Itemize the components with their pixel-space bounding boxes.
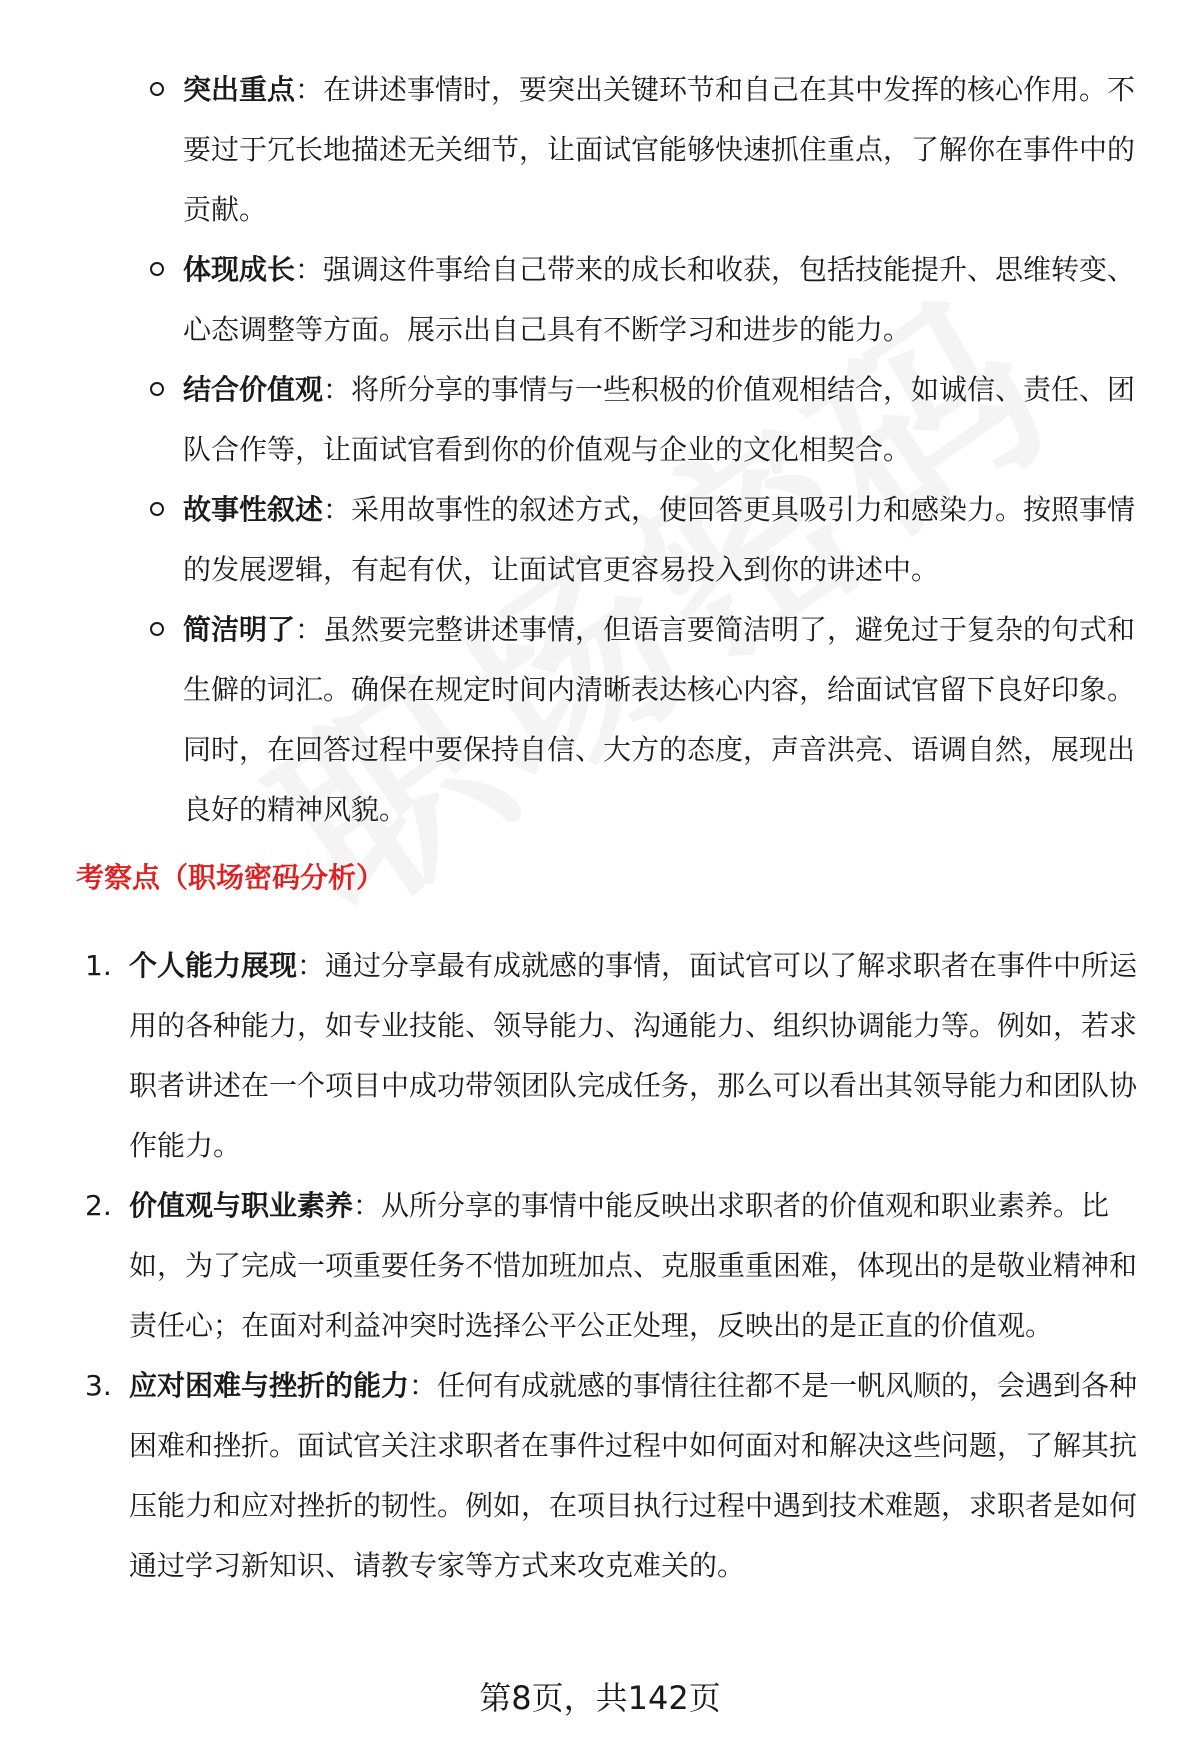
- item-text: ：任何有成就感的事情往往都不是一帆风顺的，会遇到各种困难和挫折。面试官关注求职者在事件过程中如何面对和解决这些问题，了解其抗压能力和应对挫折的韧性。例如，在项目执行过程中遇到技术难题，求职者是如何通过学习新知识、请教专家等方式来攻克难关的。: [129, 1369, 1138, 1582]
- tips-bullet-list: [150, 60, 1140, 840]
- bullet-text: ：在讲述事情时，要突出关键环节和自己在其中发挥的核心作用。不要过于冗长地描述无关细节，让面试官能够快速抓住重点，了解你在事件中的贡献。: [183, 73, 1136, 226]
- bullet-text: ：将所分享的事情与一些积极的价值观相结合，如诚信、责任、团队合作等，让面试官看到你的价值观与企业的文化相契合。: [183, 373, 1136, 466]
- bullet-text: ：强调这件事给自己带来的成长和收获，包括技能提升、思维转变、心态调整等方面。展示出自己具有不断学习和进步的能力。: [183, 253, 1136, 346]
- hollow-circle-bullet-icon: [150, 262, 164, 276]
- bullet-item: [150, 360, 1140, 480]
- item-number: 1.: [85, 949, 112, 982]
- item-number: 2.: [85, 1189, 112, 1222]
- bullet-text: ：虽然要完整讲述事情，但语言要简洁明了，避免过于复杂的句式和生僻的词汇。确保在规定时间内清晰表达核心内容，给面试官留下良好印象。同时，在回答过程中要保持自信、大方的态度，声音洪亮、语调自然，展现出良好的精神风貌。: [183, 613, 1136, 826]
- hollow-circle-bullet-icon: [150, 82, 164, 96]
- hollow-circle-bullet-icon: [150, 622, 164, 636]
- item-text: ：从所分享的事情中能反映出求职者的价值观和职业素养。比如，为了完成一项重要任务不惜加班加点、克服重重困难，体现出的是敬业精神和责任心；在面对利益冲突时选择公平公正处理，反映出的是正直的价值观。: [129, 1189, 1138, 1342]
- bullet-text: ：采用故事性的叙述方式，使回答更具吸引力和感染力。按照事情的发展逻辑，有起有伏，让面试官更容易投入到你的讲述中。: [183, 493, 1136, 586]
- bullet-term: 突出重点: [183, 73, 296, 106]
- item-term: 应对困难与挫折的能力: [129, 1369, 410, 1402]
- bullet-term: 故事性叙述: [183, 493, 324, 526]
- hollow-circle-bullet-icon: [150, 382, 164, 396]
- bullet-item: [150, 480, 1140, 600]
- numbered-item: [85, 936, 1145, 1176]
- numbered-item: [85, 1176, 1145, 1356]
- bullet-term: 体现成长: [183, 253, 296, 286]
- item-term: 价值观与职业素养: [129, 1189, 354, 1222]
- page-number-footer: 第8页，共142页: [479, 1679, 721, 1717]
- bullet-item: [150, 240, 1140, 360]
- numbered-item: [85, 1356, 1145, 1596]
- bullet-term: 结合价值观: [183, 373, 324, 406]
- item-text: ：通过分享最有成就感的事情，面试官可以了解求职者在事件中所运用的各种能力，如专业技能、领导能力、沟通能力、组织协调能力等。例如，若求职者讲述在一个项目中成功带领团队完成任务，那么可以看出其领导能力和团队协作能力。: [129, 949, 1138, 1162]
- item-number: 3.: [85, 1369, 112, 1402]
- bullet-item: [150, 60, 1140, 240]
- item-term: 个人能力展现: [129, 949, 298, 982]
- section-heading: 考察点（职场密码分析）: [76, 861, 385, 894]
- bullet-item: [150, 600, 1140, 840]
- bullet-term: 简洁明了: [183, 613, 296, 646]
- assessment-numbered-list: [85, 936, 1145, 1596]
- hollow-circle-bullet-icon: [150, 502, 164, 516]
